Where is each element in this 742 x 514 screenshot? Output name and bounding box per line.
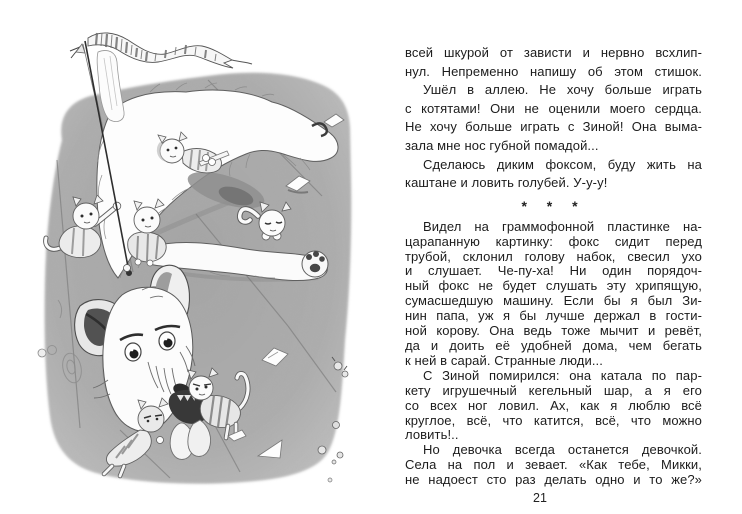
text-line: всей шкурой от зависти и нервно всхлип- [405,45,702,60]
text-line: Не хочу больше играть с Зиной! Она выма- [405,119,702,135]
text-line: зала мне нос губной помадой... [405,137,599,153]
floor-pebble [38,349,46,357]
text-line: Видел на граммофонной пластинке на- [423,218,702,234]
text-line: Сделаюсь диким фоксом, буду жить на [423,156,702,172]
page-number: 21 [533,491,547,505]
text-line: кету игрушечный кегельный шар, а я его [405,382,702,398]
text-line: ной корову. Она ведь тоже мычит и ревёт, [405,323,702,339]
text-line: нин папа, уж я бы лучше держал в гости- [405,308,702,324]
text-line: к ней в сарай. Странные люди... [405,352,603,368]
text-line: каштане и ловить голубей. У-у-у! [405,175,608,191]
text-line: с котятами! Они не оценили моего сердца. [405,100,702,116]
text-line: сумасшедшую машину. Если бы я был Зи- [405,293,702,309]
dog-paw-pads [302,251,328,277]
text-line: С Зиной помирился: она катала по пар- [423,367,702,383]
text-line: Села на пол и зевает. «Как тебе, Микки, [405,457,702,473]
text-line: Но девочка всегда останется девочкой. [423,442,702,458]
text-line: не надоест сто раз делать одно и то же?» [405,472,702,488]
text-line: нул. Непременно напишу об этом стишок. [405,63,702,79]
text-line: да и доить её удобней дома, чем бегать [405,338,702,353]
text-line: ловить!.. [405,427,459,443]
text-column [405,44,702,488]
text-line: со всех ног ловил. Ах, как я люблю всё [405,397,702,413]
text-line: и слушает. Че-пу-ха! Ни один порядоч- [405,263,702,279]
text-line: Ушёл в аллею. Не хочу больше играть [423,82,702,98]
text-line: круглое, всё, что катится, всё, что можно [405,412,702,428]
text-line: ный фокс не будет слушать эту хрипящую, [405,278,702,294]
text-line: трубой, склонил голову набок, свесил ухо [405,248,702,264]
text-line: царапанную картинку: фокс сидит перед [405,233,702,249]
kitten-paw-on-pole [124,265,131,272]
section-separator: * * * [521,197,586,214]
